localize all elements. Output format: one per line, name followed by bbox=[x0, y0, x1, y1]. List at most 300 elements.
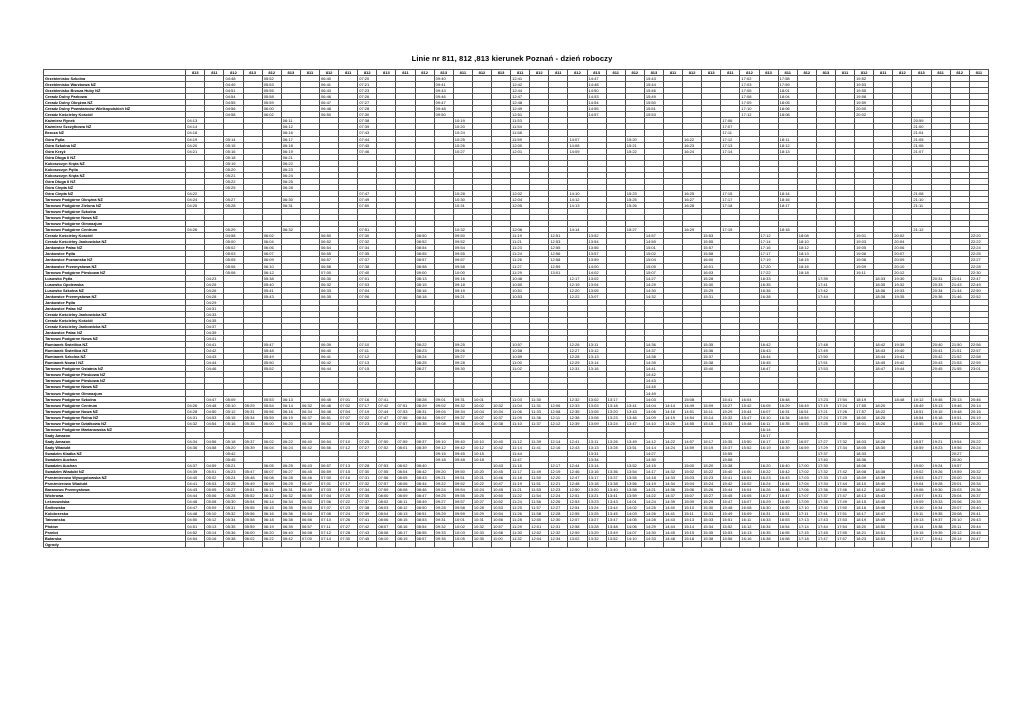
departure-time: 07:14 bbox=[320, 535, 339, 541]
departure-time: 04:51 bbox=[224, 88, 243, 94]
departure-time: 14:55 bbox=[587, 106, 606, 112]
departure-time: 15:48 bbox=[740, 420, 759, 426]
departure-time: 15:30 bbox=[702, 505, 721, 511]
departure-time: 05:16 bbox=[224, 148, 243, 154]
departure-time: 17:30 bbox=[835, 420, 854, 426]
departure-time: 15:30 bbox=[702, 281, 721, 287]
departure-time: 15:37 bbox=[721, 444, 740, 450]
departure-time: 18:15 bbox=[855, 499, 874, 505]
departure-time: 21:50 bbox=[950, 342, 969, 348]
departure-time: 16:54 bbox=[797, 414, 816, 420]
departure-time: 15:31 bbox=[702, 511, 721, 517]
departure-time: 09:35 bbox=[434, 535, 453, 541]
departure-time: 15:14 bbox=[683, 523, 702, 529]
departure-time: 06:45 bbox=[300, 469, 319, 475]
departure-time: 04:43 bbox=[186, 487, 205, 493]
departure-time: 06:23 bbox=[281, 166, 300, 172]
departure-time: 19:24 bbox=[931, 463, 950, 469]
line-header: 811 bbox=[396, 70, 415, 76]
departure-time: 18:12 bbox=[855, 487, 874, 493]
departure-time: 06:49 bbox=[300, 487, 319, 493]
departure-time: 06:15 bbox=[262, 505, 281, 511]
departure-time: 13:47 bbox=[606, 517, 625, 523]
departure-time: 09:12 bbox=[434, 444, 453, 450]
departure-time: 20:02 bbox=[893, 233, 912, 239]
departure-time: 08:46 bbox=[415, 487, 434, 493]
departure-time: 06:02 bbox=[262, 112, 281, 118]
departure-time: 16:43 bbox=[778, 475, 797, 481]
departure-time: 04:19 bbox=[186, 136, 205, 142]
departure-time: 15:49 bbox=[721, 511, 740, 517]
departure-time: 09:46 bbox=[434, 94, 453, 100]
departure-time: 04:54 bbox=[224, 94, 243, 100]
departure-time: 15:51 bbox=[721, 517, 740, 523]
departure-time: 19:30 bbox=[931, 487, 950, 493]
departure-time: 18:50 bbox=[874, 523, 893, 529]
departure-time: 10:21 bbox=[472, 475, 491, 481]
departure-time: 10:04 bbox=[472, 408, 491, 414]
departure-time: 19:26 bbox=[931, 469, 950, 475]
departure-time: 05:31 bbox=[224, 505, 243, 511]
departure-time: 08:40 bbox=[415, 463, 434, 469]
departure-time: 14:44 bbox=[663, 523, 682, 529]
departure-time: 20:06 bbox=[893, 245, 912, 251]
departure-time: 14:18 bbox=[644, 475, 663, 481]
departure-time: 21:05 bbox=[912, 136, 931, 142]
departure-time: 17:13 bbox=[797, 517, 816, 523]
departure-time: 09:31 bbox=[434, 517, 453, 523]
departure-time: 07:38 bbox=[358, 263, 377, 269]
departure-time: 15:07 bbox=[644, 269, 663, 275]
departure-time: 06:57 bbox=[320, 257, 339, 263]
departure-time: 20:34 bbox=[969, 481, 988, 487]
stop-name: Lusowko Opolewska bbox=[44, 281, 186, 287]
departure-time: 15:21 bbox=[625, 142, 644, 148]
departure-time: 18:43 bbox=[874, 493, 893, 499]
departure-time: 07:50 bbox=[358, 203, 377, 209]
stop-name: Grzebienisko Brzoza Huby NŻ bbox=[44, 88, 186, 94]
departure-time: 14:08 bbox=[568, 142, 587, 148]
departure-time: 17:15 bbox=[721, 190, 740, 196]
stop-name: Jankowice Pętla bbox=[44, 299, 186, 305]
departure-time: 17:48 bbox=[816, 342, 835, 348]
departure-time: 07:51 bbox=[358, 227, 377, 233]
departure-time: 20:33 bbox=[969, 475, 988, 481]
stop-name: Swadzim Auchan bbox=[44, 457, 186, 463]
departure-time: 11:18 bbox=[511, 475, 530, 481]
line-header: 811 bbox=[663, 70, 682, 76]
departure-time: 05:23 bbox=[224, 469, 243, 475]
departure-time: 10:19 bbox=[453, 118, 472, 124]
departure-time: 14:32 bbox=[644, 293, 663, 299]
departure-time: 20:14 bbox=[969, 402, 988, 408]
departure-time: 12:31 bbox=[568, 366, 587, 372]
departure-time: 05:42 bbox=[224, 450, 243, 456]
departure-time: 10:10 bbox=[472, 438, 491, 444]
departure-time: 18:43 bbox=[874, 348, 893, 354]
departure-time: 12:56 bbox=[549, 251, 568, 257]
departure-time: 05:05 bbox=[205, 487, 224, 493]
departure-time: 18:16 bbox=[778, 196, 797, 202]
departure-time: 19:33 bbox=[893, 287, 912, 293]
departure-time: 20:12 bbox=[950, 529, 969, 535]
departure-time: 17:54 bbox=[835, 523, 854, 529]
departure-time: 16:42 bbox=[778, 469, 797, 475]
departure-time: 11:26 bbox=[511, 257, 530, 263]
departure-time: 12:44 bbox=[568, 463, 587, 469]
departure-time: 20:30 bbox=[950, 457, 969, 463]
departure-time: 20:10 bbox=[950, 517, 969, 523]
departure-time: 05:10 bbox=[224, 402, 243, 408]
departure-time: 07:24 bbox=[339, 511, 358, 517]
departure-time: 19:41 bbox=[893, 354, 912, 360]
departure-time: 04:53 bbox=[205, 414, 224, 420]
departure-time: 06:35 bbox=[320, 293, 339, 299]
departure-time: 06:18 bbox=[281, 142, 300, 148]
departure-time: 15:24 bbox=[702, 481, 721, 487]
departure-time: 06:50 bbox=[300, 493, 319, 499]
departure-time: 19:45 bbox=[931, 396, 950, 402]
departure-time: 18:33 bbox=[855, 450, 874, 456]
departure-time: 16:35 bbox=[759, 281, 778, 287]
departure-time: 18:13 bbox=[778, 148, 797, 154]
departure-time: 17:36 bbox=[816, 487, 835, 493]
departure-time bbox=[281, 541, 300, 547]
departure-time: 17:55 bbox=[855, 402, 874, 408]
departure-time: 16:49 bbox=[797, 402, 816, 408]
departure-time: 20:06 bbox=[950, 499, 969, 505]
stop-name: Jankowice Przemysłowa NŻ bbox=[44, 263, 186, 269]
departure-time: 12:59 bbox=[549, 263, 568, 269]
departure-time: 04:58 bbox=[224, 233, 243, 239]
departure-time: 19:03 bbox=[912, 475, 931, 481]
departure-time: 17:15 bbox=[797, 529, 816, 535]
departure-time: 14:33 bbox=[663, 475, 682, 481]
departure-time: 12:32 bbox=[568, 396, 587, 402]
departure-time: 04:47 bbox=[186, 505, 205, 511]
departure-time: 13:34 bbox=[587, 457, 606, 463]
departure-time: 11:12 bbox=[511, 438, 530, 444]
line-header: 811 bbox=[721, 70, 740, 76]
stop-name: Przeźmierowo Wiadukt bbox=[44, 481, 186, 487]
departure-time: 11:41 bbox=[530, 444, 549, 450]
departure-time: 08:49 bbox=[415, 499, 434, 505]
departure-time: 05:18 bbox=[224, 438, 243, 444]
departure-time: 15:41 bbox=[721, 396, 740, 402]
departure-time: 18:09 bbox=[855, 475, 874, 481]
departure-time: 20:19 bbox=[969, 414, 988, 420]
departure-time: 15:23 bbox=[625, 190, 644, 196]
departure-time: 04:31 bbox=[186, 414, 205, 420]
departure-time: 11:21 bbox=[511, 239, 530, 245]
departure-time: 06:00 bbox=[243, 529, 262, 535]
departure-time: 04:33 bbox=[205, 311, 224, 317]
departure-time: 08:25 bbox=[415, 360, 434, 366]
departure-time: 11:29 bbox=[511, 269, 530, 275]
departure-time: 12:14 bbox=[549, 438, 568, 444]
departure-time: 17:29 bbox=[816, 444, 835, 450]
departure-time: 19:34 bbox=[931, 505, 950, 511]
departure-time: 07:57 bbox=[377, 481, 396, 487]
departure-time: 06:24 bbox=[281, 172, 300, 178]
departure-time: 14:19 bbox=[663, 414, 682, 420]
departure-time: 06:12 bbox=[281, 124, 300, 130]
departure-time: 18:12 bbox=[797, 245, 816, 251]
departure-time bbox=[855, 541, 874, 547]
stop-name: Tarnowo Podgórne Marianowska NŻ bbox=[44, 426, 186, 432]
departure-time bbox=[644, 541, 663, 547]
departure-time: 15:58 bbox=[702, 251, 721, 257]
departure-time: 07:04 bbox=[339, 408, 358, 414]
departure-time: 05:39 bbox=[243, 444, 262, 450]
departure-time: 10:24 bbox=[472, 487, 491, 493]
stop-name: Grzebienisko Szkolna bbox=[44, 76, 186, 82]
departure-time: 07:04 bbox=[320, 493, 339, 499]
departure-time: 07:38 bbox=[358, 118, 377, 124]
departure-time: 04:56 bbox=[224, 106, 243, 112]
line-header: 811 bbox=[874, 70, 893, 76]
departure-time: 16:51 bbox=[778, 511, 797, 517]
departure-time: 15:18 bbox=[683, 535, 702, 541]
departure-time: 04:37 bbox=[186, 463, 205, 469]
departure-time: 16:08 bbox=[740, 505, 759, 511]
departure-time: 10:33 bbox=[472, 529, 491, 535]
departure-time: 17:40 bbox=[816, 457, 835, 463]
stop-name: Jankowice Przemysłowa NŻ bbox=[44, 293, 186, 299]
departure-time: 17:27 bbox=[816, 438, 835, 444]
stop-name: Płotów bbox=[44, 523, 186, 529]
departure-time: 07:13 bbox=[339, 463, 358, 469]
departure-time: 13:59 bbox=[625, 493, 644, 499]
departure-time: 13:02 bbox=[568, 535, 587, 541]
departure-time: 07:15 bbox=[358, 366, 377, 372]
line-header: 813 bbox=[281, 70, 300, 76]
departure-time: 04:26 bbox=[186, 402, 205, 408]
departure-time: 17:59 bbox=[778, 82, 797, 88]
departure-time: 07:32 bbox=[358, 481, 377, 487]
departure-time: 14:49 bbox=[644, 390, 663, 396]
stop-name: Góra Długa II NŻ bbox=[44, 178, 186, 184]
departure-time: 14:54 bbox=[587, 100, 606, 106]
departure-time: 19:37 bbox=[931, 517, 950, 523]
departure-time: 17:14 bbox=[759, 239, 778, 245]
line-header: 813 bbox=[759, 70, 778, 76]
departure-time: 07:06 bbox=[320, 499, 339, 505]
departure-time: 15:02 bbox=[644, 251, 663, 257]
departure-time: 08:12 bbox=[396, 505, 415, 511]
departure-time: 14:29 bbox=[644, 281, 663, 287]
departure-time: 17:30 bbox=[816, 463, 835, 469]
stop-name: Tarnowo Podgórne Nowa NŻ bbox=[44, 215, 186, 221]
departure-time: 18:55 bbox=[912, 420, 931, 426]
stop-name: Jankowice Pałac NŻ bbox=[44, 305, 186, 311]
departure-time: 06:28 bbox=[281, 475, 300, 481]
departure-time: 19:35 bbox=[893, 293, 912, 299]
departure-time: 09:21 bbox=[434, 475, 453, 481]
departure-time: 07:23 bbox=[358, 420, 377, 426]
departure-time bbox=[931, 541, 950, 547]
departure-time: 15:07 bbox=[683, 493, 702, 499]
stop-name: Tarnowo Podgórne Centrum bbox=[44, 402, 186, 408]
departure-time: 06:52 bbox=[320, 239, 339, 245]
departure-time: 18:44 bbox=[874, 354, 893, 360]
departure-time: 04:55 bbox=[224, 100, 243, 106]
departure-time: 20:09 bbox=[893, 257, 912, 263]
departure-time: 09:51 bbox=[453, 475, 472, 481]
departure-time: 05:59 bbox=[243, 523, 262, 529]
departure-time: 14:27 bbox=[644, 450, 663, 456]
departure-time: 12:44 bbox=[511, 88, 530, 94]
departure-time: 06:17 bbox=[281, 136, 300, 142]
departure-time: 07:51 bbox=[396, 402, 415, 408]
departure-time: 05:20 bbox=[224, 166, 243, 172]
departure-time: 08:13 bbox=[415, 275, 434, 281]
departure-time: 16:59 bbox=[797, 444, 816, 450]
departure-time: 13:55 bbox=[625, 475, 644, 481]
departure-time: 08:55 bbox=[415, 529, 434, 535]
departure-time: 07:01 bbox=[320, 481, 339, 487]
departure-time: 06:53 bbox=[300, 505, 319, 511]
departure-time: 07:50 bbox=[377, 438, 396, 444]
departure-time: 15:53 bbox=[644, 112, 663, 118]
departure-time: 09:25 bbox=[453, 342, 472, 348]
departure-time: 21:41 bbox=[950, 275, 969, 281]
departure-time: 07:20 bbox=[358, 76, 377, 82]
departure-time: 19:19 bbox=[931, 420, 950, 426]
departure-time: 15:45 bbox=[721, 493, 740, 499]
stop-name: Kaźmierz Rynek bbox=[44, 118, 186, 124]
departure-time: 16:17 bbox=[759, 438, 778, 444]
stop-name: Ceradz Dolny Okrężna NŻ bbox=[44, 100, 186, 106]
departure-time: 16:22 bbox=[759, 469, 778, 475]
line-header: 811 bbox=[969, 70, 988, 76]
departure-time: 16:10 bbox=[759, 414, 778, 420]
departure-time: 05:00 bbox=[224, 239, 243, 245]
stop-name: Ceradz Kościelny Jankowicka NŻ bbox=[44, 239, 186, 245]
departure-time: 15:34 bbox=[702, 523, 721, 529]
departure-time: 05:47 bbox=[243, 469, 262, 475]
departure-time: 17:09 bbox=[740, 100, 759, 106]
departure-time: 17:21 bbox=[816, 408, 835, 414]
departure-time bbox=[415, 541, 434, 547]
departure-time: 08:08 bbox=[396, 487, 415, 493]
departure-time: 09:10 bbox=[434, 438, 453, 444]
departure-time: 17:19 bbox=[816, 402, 835, 408]
departure-time: 06:16 bbox=[262, 511, 281, 517]
departure-time: 14:29 bbox=[644, 523, 663, 529]
departure-time: 05:14 bbox=[224, 136, 243, 142]
departure-time: 04:48 bbox=[205, 402, 224, 408]
departure-time: 06:56 bbox=[300, 517, 319, 523]
departure-time: 16:27 bbox=[759, 493, 778, 499]
departure-time: 17:18 bbox=[797, 535, 816, 541]
departure-time: 17:10 bbox=[740, 106, 759, 112]
departure-time: 15:26 bbox=[702, 487, 721, 493]
departure-time: 11:03 bbox=[511, 396, 530, 402]
departure-time: 07:23 bbox=[339, 505, 358, 511]
departure-time bbox=[721, 541, 740, 547]
departure-time: 20:33 bbox=[931, 281, 950, 287]
departure-time: 13:18 bbox=[606, 402, 625, 408]
departure-time: 19:56 bbox=[950, 444, 969, 450]
departure-time bbox=[797, 541, 816, 547]
departure-time: 18:51 bbox=[912, 408, 931, 414]
departure-time: 11:56 bbox=[530, 499, 549, 505]
departure-time: 05:49 bbox=[262, 354, 281, 360]
departure-time: 20:34 bbox=[931, 287, 950, 293]
departure-time: 10:08 bbox=[472, 420, 491, 426]
departure-time: 16:57 bbox=[797, 438, 816, 444]
departure-time: 12:57 bbox=[568, 517, 587, 523]
departure-time: 06:04 bbox=[262, 444, 281, 450]
departure-time: 17:07 bbox=[797, 493, 816, 499]
departure-time: 14:39 bbox=[663, 499, 682, 505]
departure-time: 08:00 bbox=[377, 493, 396, 499]
departure-time bbox=[205, 541, 224, 547]
departure-time: 19:09 bbox=[855, 263, 874, 269]
departure-time: 07:30 bbox=[358, 112, 377, 118]
line-header: 812 bbox=[625, 70, 644, 76]
departure-time: 15:42 bbox=[740, 402, 759, 408]
departure-time: 19:40 bbox=[893, 348, 912, 354]
departure-time: 16:04 bbox=[740, 487, 759, 493]
departure-time: 05:16 bbox=[224, 420, 243, 426]
departure-time: 08:37 bbox=[415, 438, 434, 444]
departure-time: 13:49 bbox=[606, 529, 625, 535]
departure-time: 13:16 bbox=[587, 366, 606, 372]
departure-time: 06:40 bbox=[320, 76, 339, 82]
departure-time: 10:03 bbox=[453, 529, 472, 535]
departure-time: 17:19 bbox=[721, 227, 740, 233]
departure-time: 19:03 bbox=[855, 239, 874, 245]
departure-time: 05:47 bbox=[262, 342, 281, 348]
departure-time: 19:55 bbox=[855, 88, 874, 94]
departure-time: 16:29 bbox=[683, 227, 702, 233]
departure-time: 12:47 bbox=[511, 94, 530, 100]
departure-time: 04:32 bbox=[186, 420, 205, 426]
departure-time: 06:42 bbox=[281, 535, 300, 541]
departure-time: 16:12 bbox=[740, 523, 759, 529]
departure-time: 10:37 bbox=[492, 414, 511, 420]
departure-time: 06:32 bbox=[281, 493, 300, 499]
departure-time: 10:51 bbox=[511, 287, 530, 293]
departure-time: 18:01 bbox=[778, 88, 797, 94]
departure-time: 04:54 bbox=[205, 420, 224, 426]
line-header: 811 bbox=[205, 70, 224, 76]
stop-name: Rumianek Szkolna NŻ bbox=[44, 354, 186, 360]
stop-name: Góra Szkolna NŻ bbox=[44, 142, 186, 148]
departure-time: 13:54 bbox=[625, 469, 644, 475]
departure-time: 06:32 bbox=[281, 227, 300, 233]
departure-time: 20:22 bbox=[969, 438, 988, 444]
departure-time: 18:23 bbox=[855, 535, 874, 541]
stop-name: Sady Amazon bbox=[44, 432, 186, 438]
departure-time: 16:35 bbox=[759, 529, 778, 535]
departure-time: 06:50 bbox=[320, 233, 339, 239]
departure-time: 15:09 bbox=[683, 499, 702, 505]
departure-time: 06:09 bbox=[262, 481, 281, 487]
departure-time: 20:08 bbox=[950, 511, 969, 517]
departure-time: 18:20 bbox=[874, 402, 893, 408]
departure-time: 08:27 bbox=[415, 366, 434, 372]
departure-time bbox=[587, 541, 606, 547]
departure-time: 12:47 bbox=[568, 475, 587, 481]
departure-time: 12:21 bbox=[549, 481, 568, 487]
departure-time: 19:18 bbox=[931, 414, 950, 420]
departure-time: 14:41 bbox=[663, 511, 682, 517]
departure-time: 16:51 bbox=[797, 408, 816, 414]
departure-time: 19:54 bbox=[950, 438, 969, 444]
